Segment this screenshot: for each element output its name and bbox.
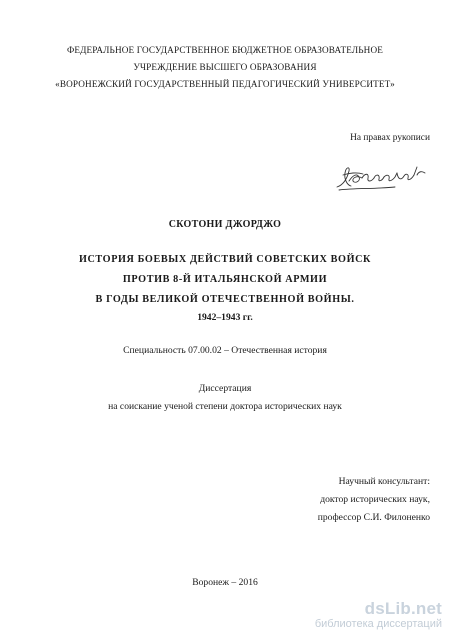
title-line-2: ПРОТИВ 8-Й ИТАЛЬЯНСКОЙ АРМИИ (122, 274, 328, 285)
handwritten-signature (335, 161, 430, 195)
author-name: СКОТОНИ ДЖОРДЖО (168, 219, 282, 230)
place-year: Воронеж – 2016 (192, 577, 258, 588)
watermark-subtitle: библиотека диссертаций (314, 618, 442, 630)
title-years: 1942–1943 гг. (197, 312, 253, 323)
dissertation-label: Диссертация (198, 383, 252, 394)
watermark-logo: dsLib.net (364, 599, 442, 618)
title-line-1: ИСТОРИЯ БОЕВЫХ ДЕЙСТВИЙ СОВЕТСКИХ ВОЙСК (78, 254, 372, 265)
institution-line-3: «ВОРОНЕЖСКИЙ ГОСУДАРСТВЕННЫЙ ПЕДАГОГИЧЕСКИЙ УНИВЕРСИТЕТ» (55, 79, 395, 89)
advisor-name: профессор С.И. Филоненко (317, 512, 430, 523)
advisor-degree: доктор исторических наук, (320, 494, 430, 505)
institution-line-2: УЧРЕЖДЕНИЕ ВЫСШЕГО ОБРАЗОВАНИЯ (133, 62, 317, 72)
title-line-3: В ГОДЫ ВЕЛИКОЙ ОТЕЧЕСТВЕННОЙ ВОЙНЫ. (95, 294, 355, 305)
institution-line-1: ФЕДЕРАЛЬНОЕ ГОСУДАРСТВЕННОЕ БЮДЖЕТНОЕ ОБРАЗОВАТЕЛЬНОЕ (66, 45, 384, 55)
advisor-label: Научный консультант: (338, 476, 430, 487)
rights-note: На правах рукописи (350, 133, 430, 143)
specialty: Специальность 07.00.02 – Отечественная история (123, 345, 327, 356)
watermark (315, 600, 442, 631)
dissertation-purpose: на соискание ученой степени доктора исторических наук (108, 401, 342, 412)
